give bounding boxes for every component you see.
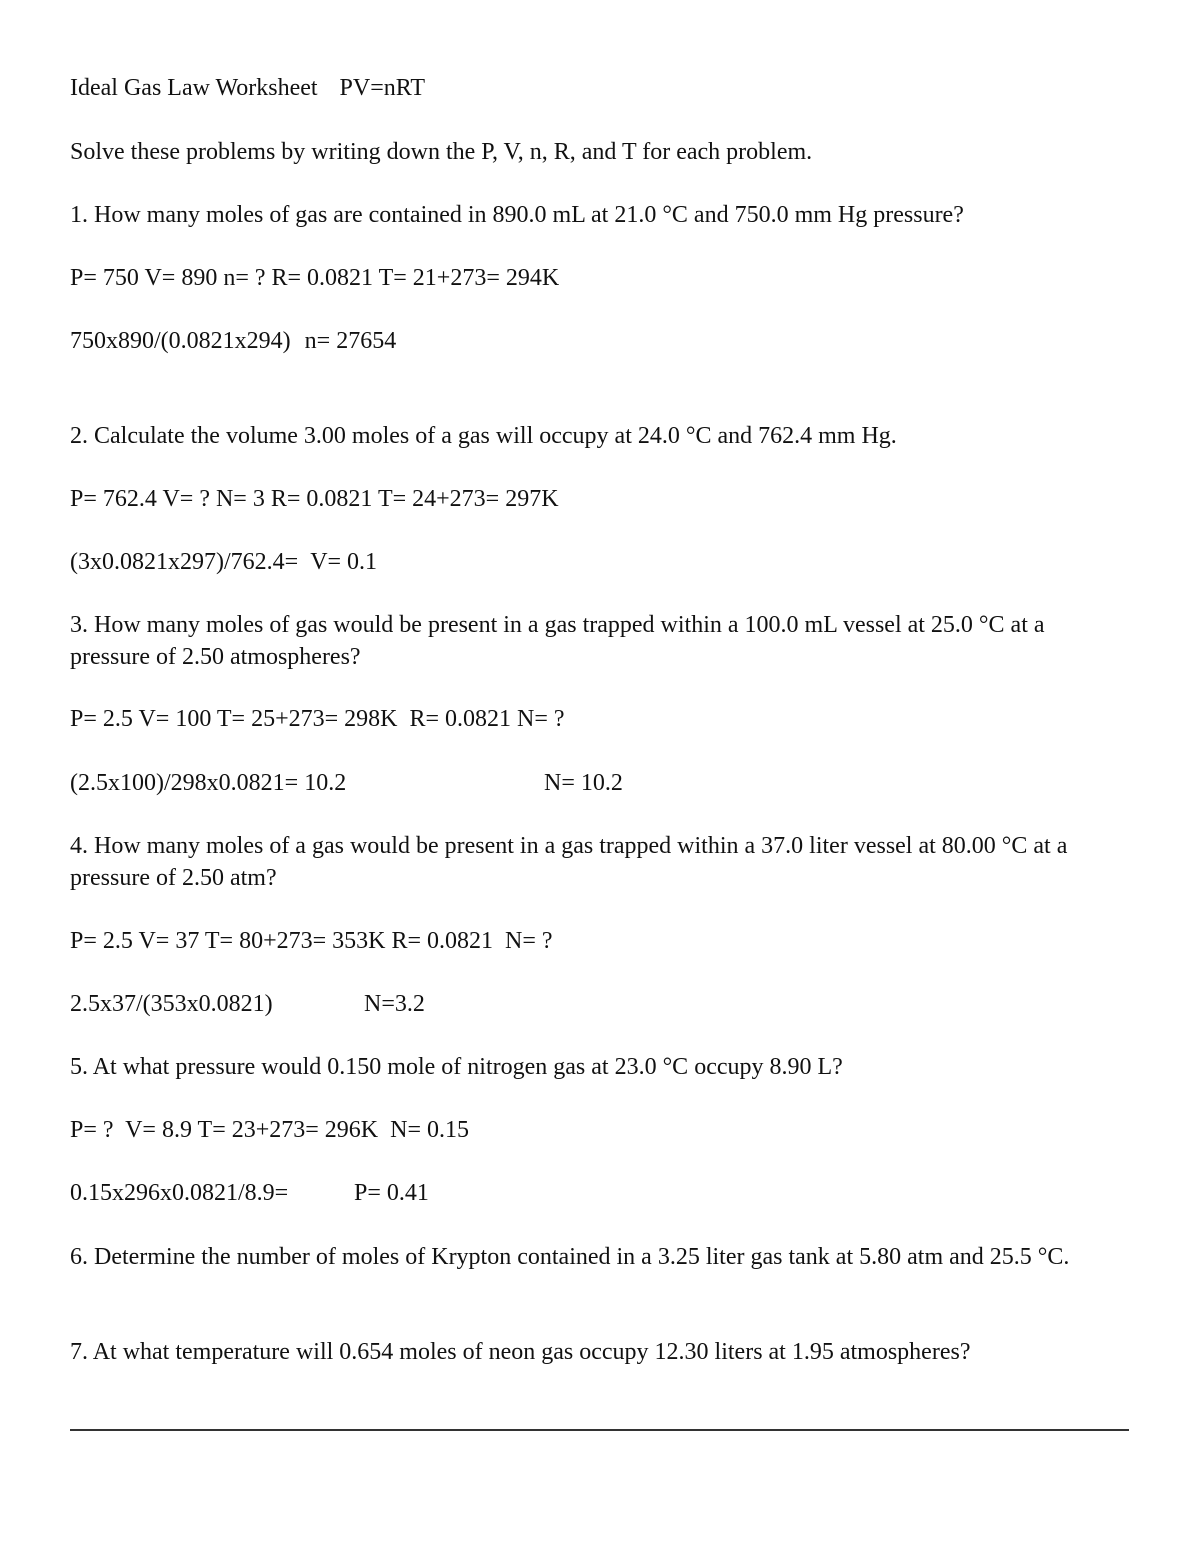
problem-4-question [70,830,1120,894]
question-text: Calculate the volume 3.00 moles of a gas will occupy at 24.0 °C and 762.4 mm Hg. [94,423,897,449]
work-text: 750x890/(0.0821x294) [70,328,291,354]
problem-number: 1. [70,202,88,228]
answer-text: V= 0.1 [310,549,378,575]
problem-6-question [70,1241,1120,1273]
work-text: 0.15x296x0.0821/8.9= [70,1180,289,1206]
problem-4-work [70,988,273,1020]
instructions: Solve these problems by writing down the P, V, n, R, and T for each problem. [70,139,813,165]
work-text: (2.5x100)/298x0.0821= 10.2 [70,770,347,796]
problem-number: 7. [70,1339,88,1365]
problem-2-variables: P= 762.4 V= ? N= 3 R= 0.0821 T= 24+273= 297K [70,486,559,512]
page-title [70,72,425,104]
work-text: 2.5x37/(353x0.0821) [70,991,273,1017]
problem-1-question [70,199,964,231]
answer-text: n= 27654 [304,328,397,354]
problem-1-work [70,325,396,357]
problem-4-variables: P= 2.5 V= 37 T= 80+273= 353K R= 0.0821 N= ? [70,928,553,954]
problem-number: 6. [70,1244,88,1270]
problem-2-question [70,420,897,452]
problem-5-variables: P= ? V= 8.9 T= 23+273= 296K N= 0.15 [70,1117,469,1143]
problem-number: 2. [70,423,88,449]
problem-number: 3. [70,612,88,638]
question-text: At what temperature will 0.654 moles of neon gas occupy 12.30 liters at 1.95 atmospheres? [92,1339,971,1365]
problem-3-variables: P= 2.5 V= 100 T= 25+273= 298K R= 0.0821 N= ? [70,706,565,732]
work-text: (3x0.0821x297)/762.4= [70,549,299,575]
question-text: How many moles of gas would be present in a gas trapped within a 100.0 mL vessel at 25.0 °C at a pressure of 2.50 atmospheres? [70,612,1045,670]
question-text: How many moles of a gas would be present in a gas trapped within a 37.0 liter vessel at 80.00 °C at a pressure of 2.50 atm? [70,833,1068,891]
problem-3-answer: N= 10.2 [544,770,623,796]
problem-3-question [70,609,1120,673]
question-text: How many moles of gas are contained in 890.0 mL at 21.0 °C and 750.0 mm Hg pressure? [94,202,964,228]
problem-number: 5. [70,1054,88,1080]
question-text: Determine the number of moles of Krypton contained in a 3.25 liter gas tank at 5.80 atm and 25.5 °C. [94,1244,1070,1270]
problem-3-work [70,767,346,799]
question-text: At what pressure would 0.150 mole of nitrogen gas at 23.0 °C occupy 8.90 L? [92,1054,843,1080]
problem-4-answer: N=3.2 [364,991,425,1017]
problem-5-work [70,1177,288,1209]
problem-5-answer: P= 0.41 [354,1180,429,1206]
problem-number: 4. [70,833,88,859]
formula-text: PV=nRT [339,75,425,101]
problem-1-variables: P= 750 V= 890 n= ? R= 0.0821 T= 21+273= 294K [70,265,560,291]
footer-divider [70,1429,1129,1431]
problem-7-question [70,1336,970,1368]
title-text: Ideal Gas Law Worksheet [70,75,318,101]
problem-5-question [70,1051,843,1083]
problem-2-work [70,546,377,578]
